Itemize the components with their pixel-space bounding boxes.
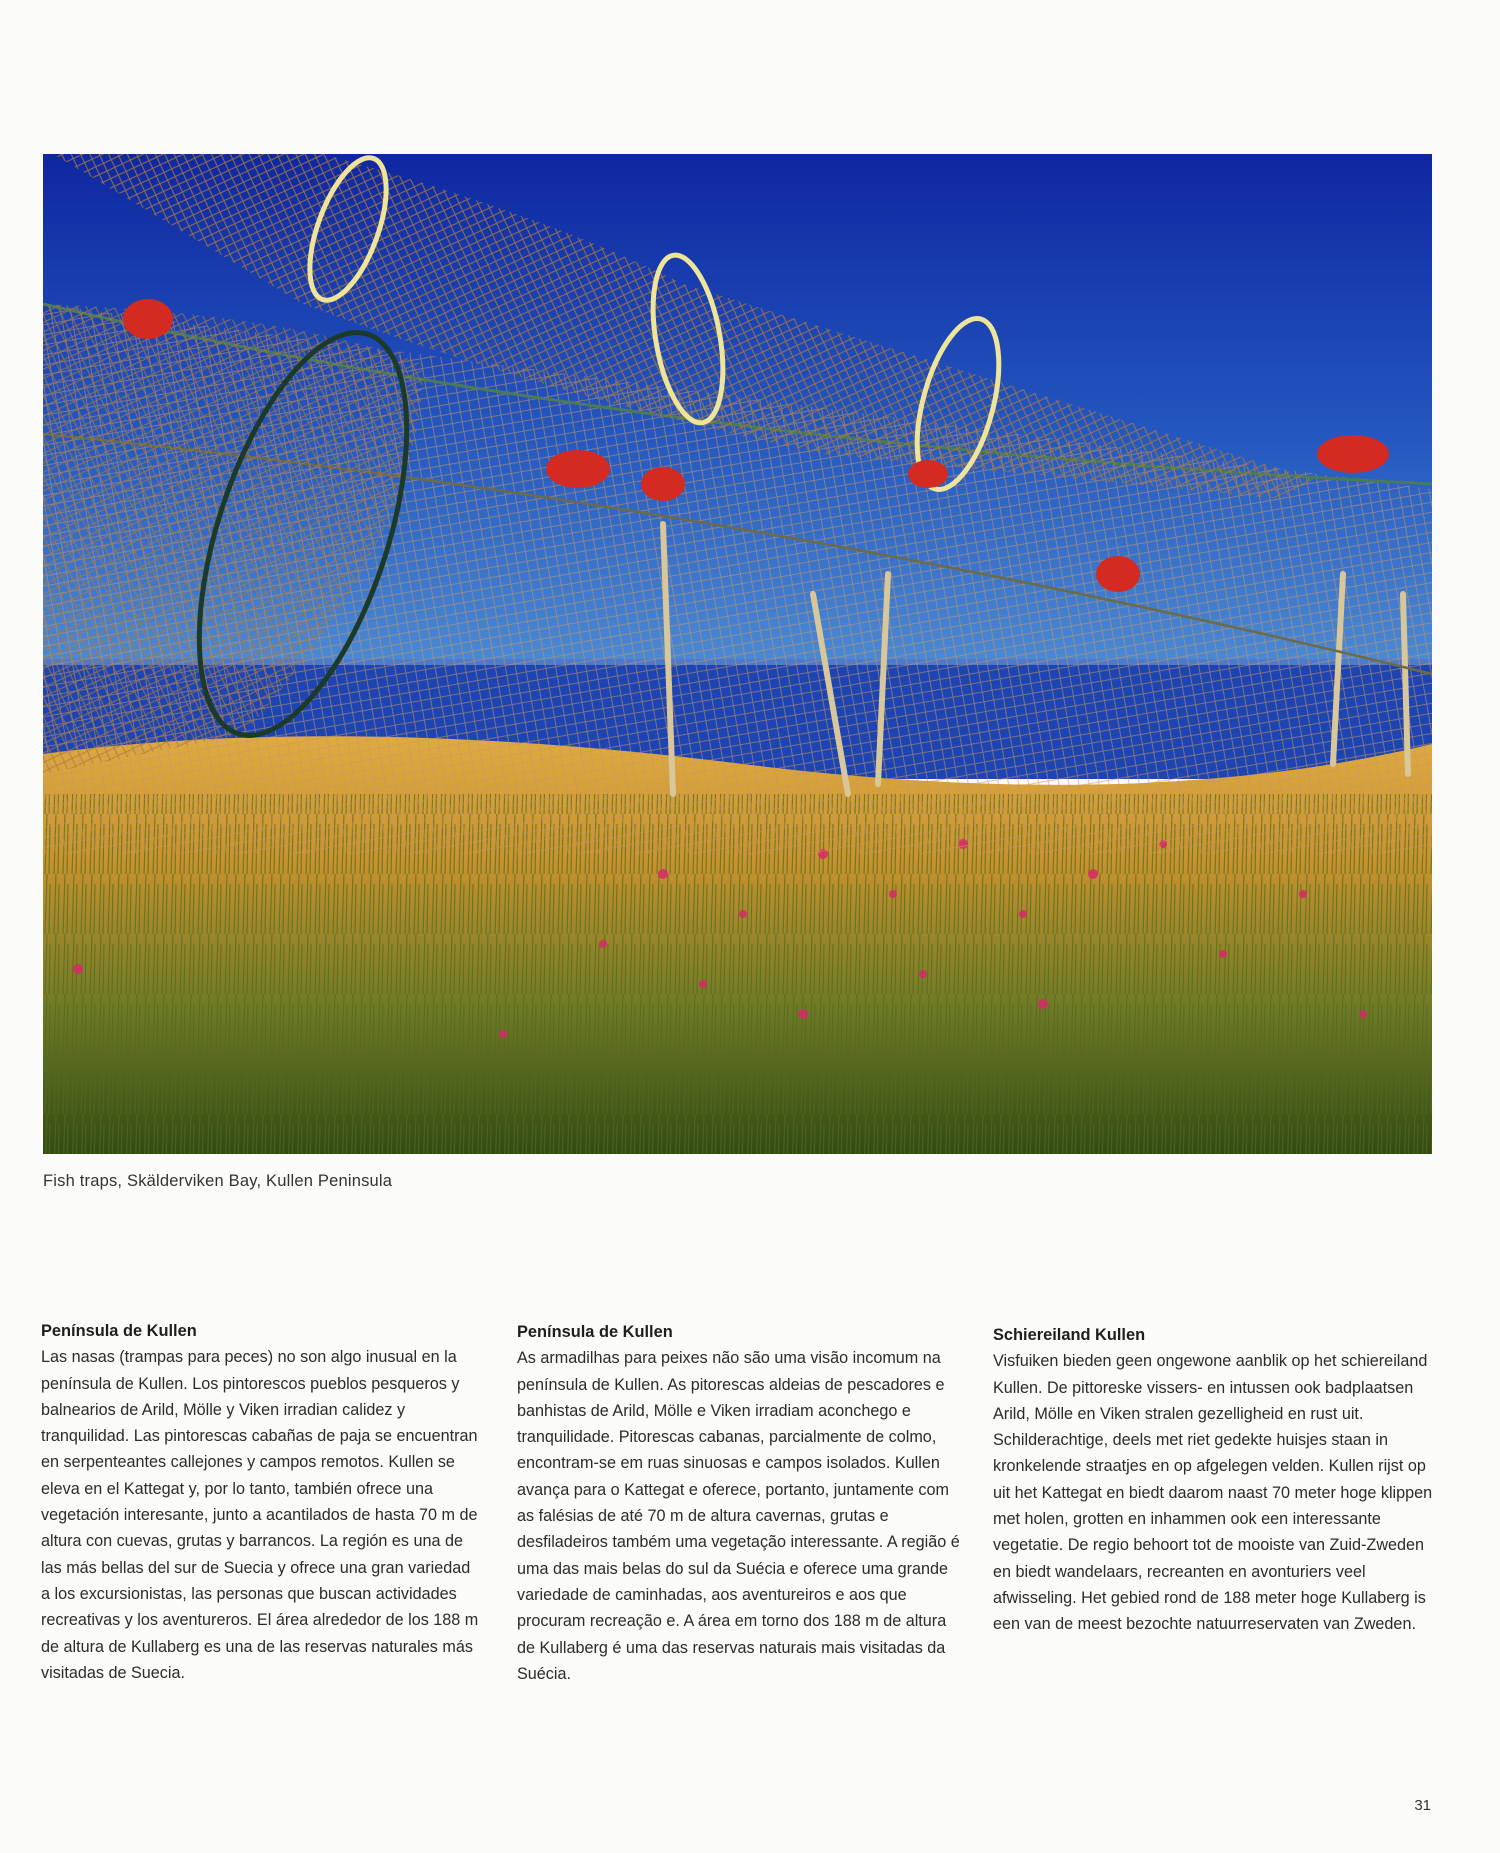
fish-traps-photo xyxy=(43,154,1432,1154)
page-number: 31 xyxy=(1414,1797,1431,1814)
column-body: As armadilhas para peixes não são uma visão incomum na península de Kullen. As pitorescas aldeias de pescadores e banhistas de Arild, Mölle e Viken irradiam aconchego e tranquilidade. Pitorescas cabanas, parcialmente de colmo, encontram-se em ruas sinuosas e campos isolados. Kullen avança para o Kattegat e oferece, portanto, juntamente com as falésias de até 70 m de altura cavernas, grutas e desfiladeiros também uma vegetação interessante. A região é uma das mais belas do sul da Suécia e oferece uma grande variedade de caminhadas, aos aventureiros e aos que procuram recreação e. A área em torno dos 188 m de altura de Kullaberg é uma das reservas naturais mais visitadas da Suécia. xyxy=(517,1349,960,1683)
photo-caption: Fish traps, Skälderviken Bay, Kullen Peninsula xyxy=(43,1172,393,1190)
photo-illustration xyxy=(43,154,1432,1154)
text-column-portuguese xyxy=(517,1319,965,1687)
column-heading: Schiereiland Kullen xyxy=(993,1326,1146,1344)
text-column-spanish xyxy=(41,1318,479,1686)
column-body: Visfuiken bieden geen ongewone aanblik op het schiereiland Kullen. De pittoreske vissers- en intussen ook badplaatsen Arild, Mölle en Viken stralen gezelligheid en rust uit. Schilderachtige, deels met riet gedekte huisjes staan in kronkelende straatjes en op afgelegen velden. Kullen rijst op uit het Kattegat en biedt daarom naast 70 meter hoge klippen met holen, grotten en inhammen ook een interessante vegetatie. De regio behoort tot de mooiste van Zuid-Zweden en biedt wandelaars, recreanten en avonturiers veel afwisseling. Het gebied rond de 188 meter hoge Kullaberg is een van de meest bezochte natuurreservaten van Zweden. xyxy=(993,1352,1433,1634)
column-heading: Península de Kullen xyxy=(41,1322,197,1340)
text-column-dutch xyxy=(993,1322,1439,1638)
column-body: Las nasas (trampas para peces) no son algo inusual en la península de Kullen. Los pintorescos pueblos pesqueros y balnearios de Arild, Mölle y Viken irradian calidez y tranquilidad. Las pintorescas cabañas de paja se encuentran en serpenteantes callejones y campos remotos. Kullen se eleva en el Kattegat y, por lo tanto, también ofrece una vegetación interesante, junto a acantilados de hasta 70 m de altura con cuevas, grutas y barrancos. La región es una de las más bellas del sur de Suecia y ofrece una gran variedad a los excursionistas, las personas que buscan actividades recreativas y los aventureros. El área alrededor de los 188 m de altura de Kullaberg es una de las reservas naturales más visitadas de Suecia. xyxy=(41,1348,479,1682)
column-heading: Península de Kullen xyxy=(517,1323,673,1341)
